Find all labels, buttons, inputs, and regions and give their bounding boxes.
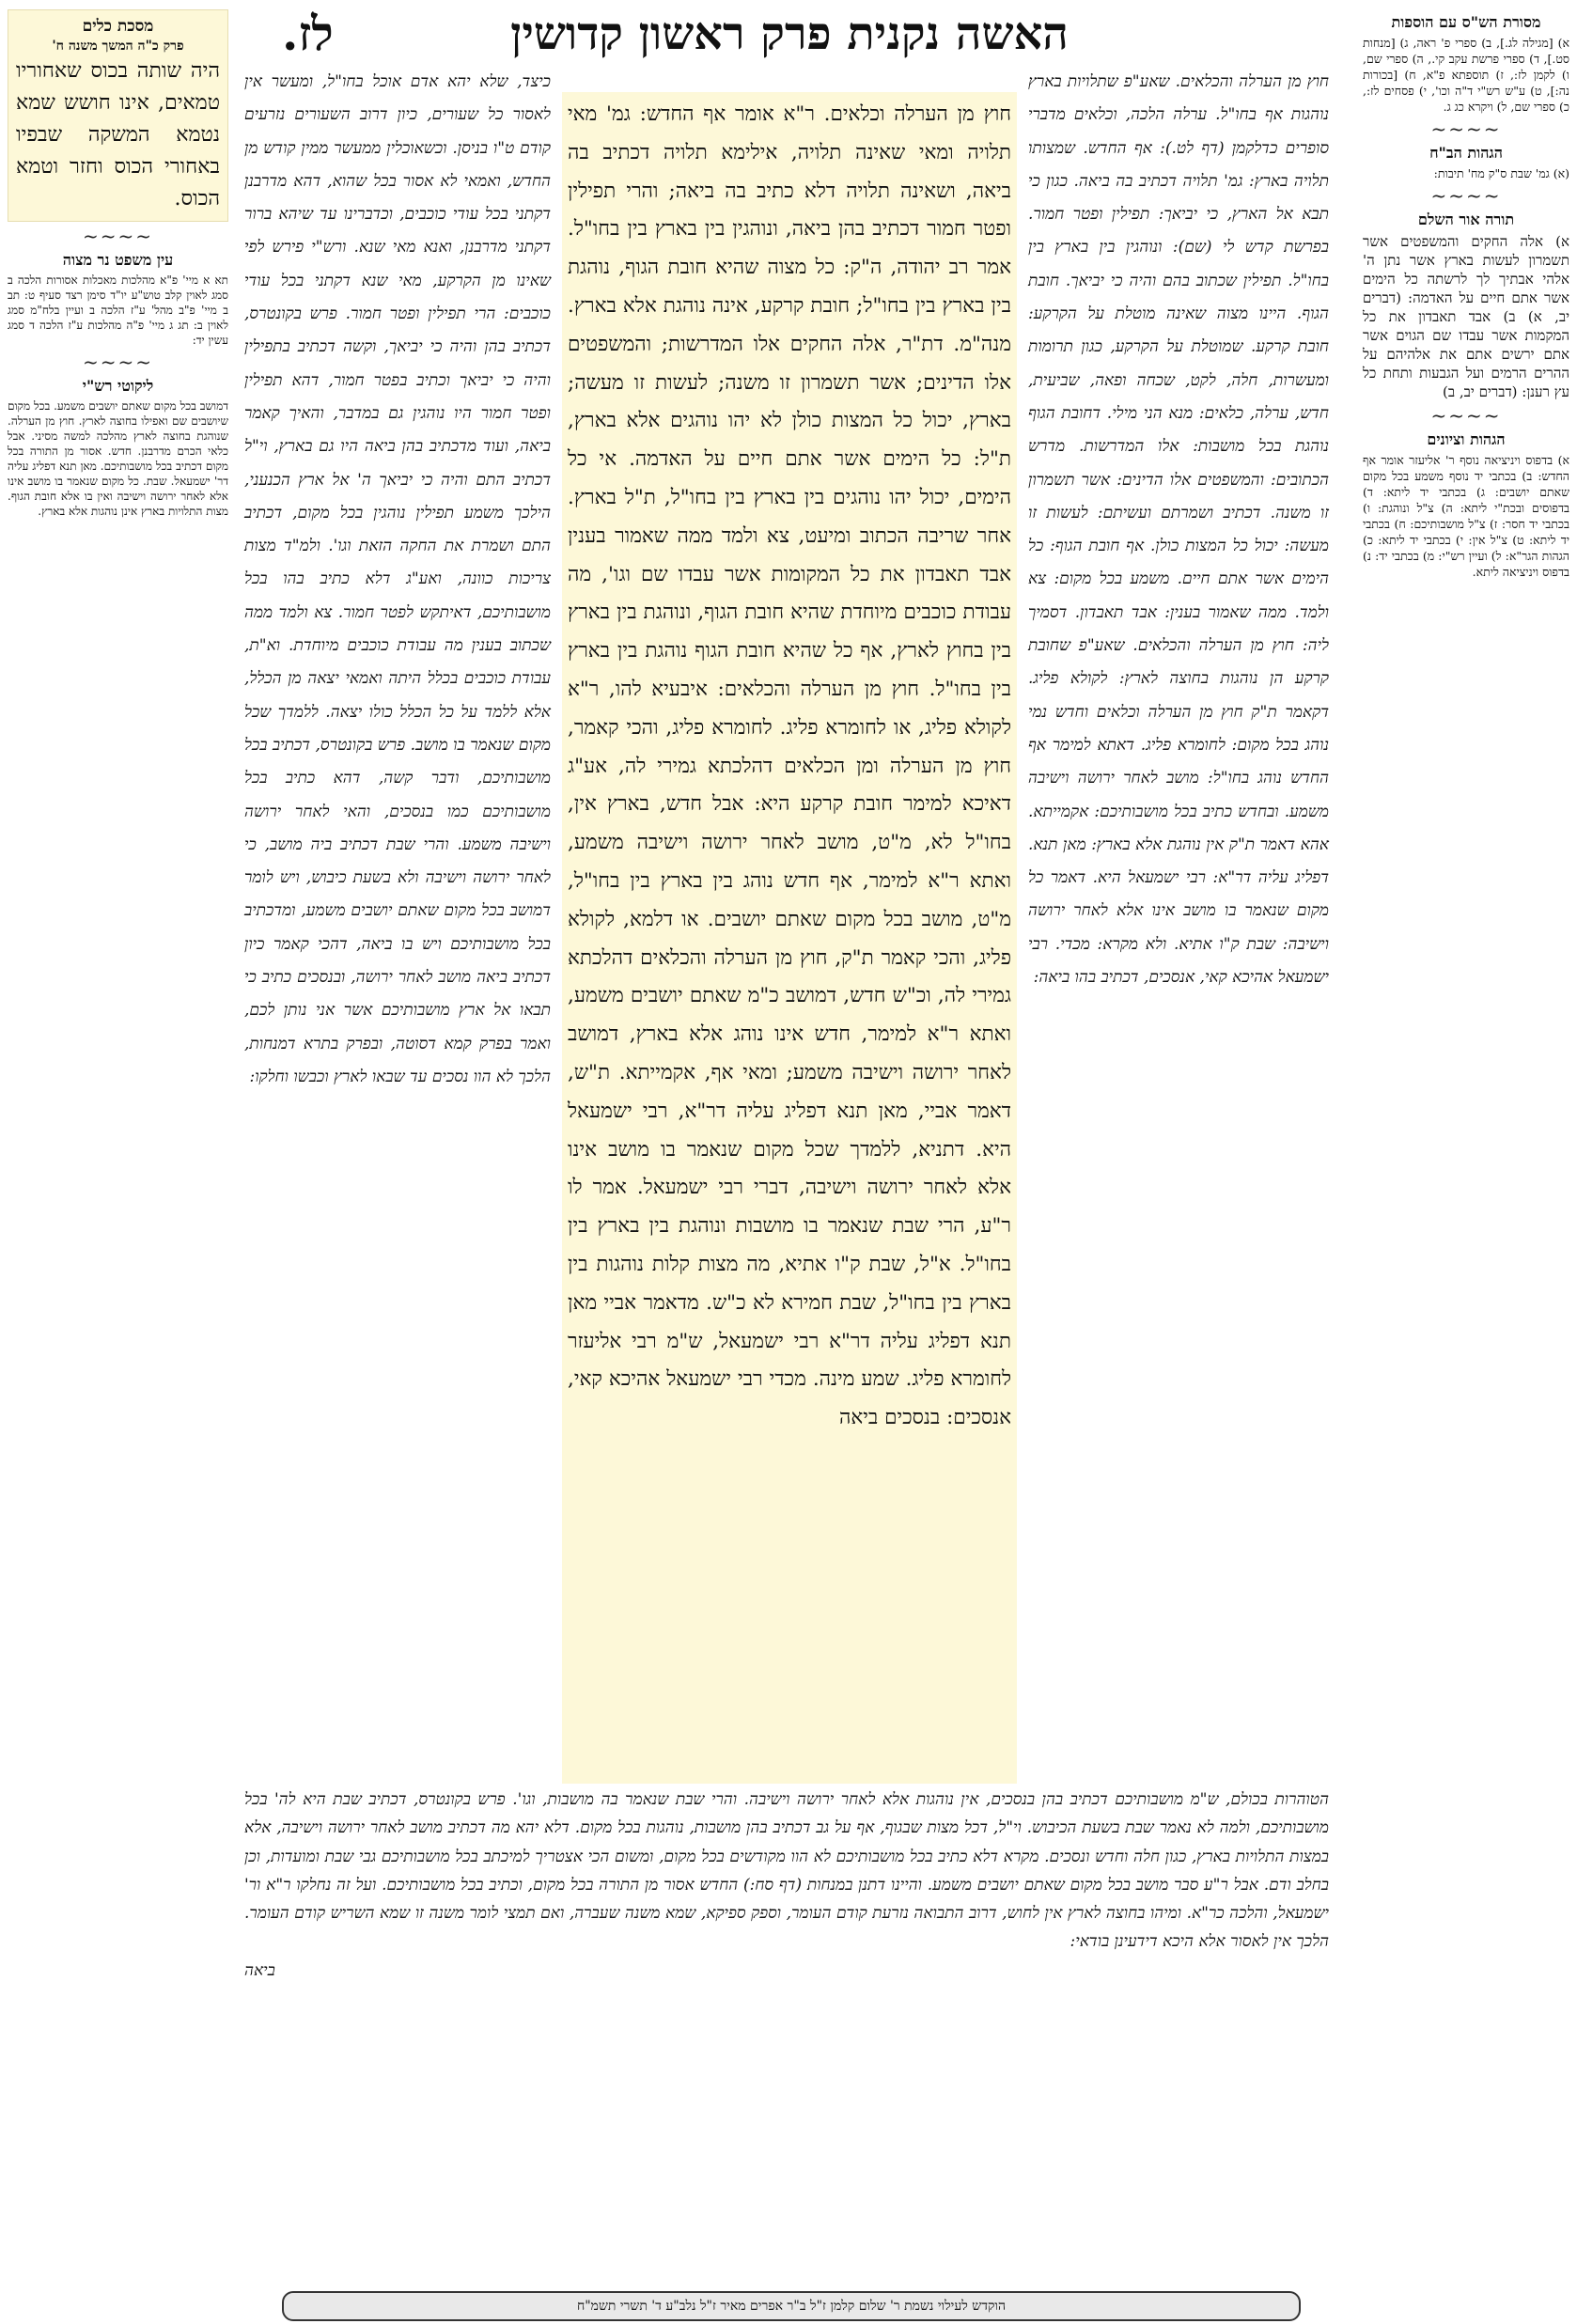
mishna-text: היה שותה בכוס שאחוריו טמאים, אינו חושש שמא נטמא המשקה שבפיו באחורי הכוס וחזר וטמא הכוס.: [16, 59, 220, 211]
separator-ornament: ~~~~: [1430, 404, 1502, 427]
hagahot-title: הגהות הב"ח: [1429, 144, 1503, 162]
gemara-text: חוץ מן הערלה וכלאים. ר"א אומר אף החדש: גמ' מאי תלויה ומאי שאינה תלויה, אילימא תלויה דכתיב בה ביאה, ושאינה תלויה דלא כתיב בה ביאה; והרי תפילין ופטר חמור דכתיב בהן ביאה, ונוהגין בין בארץ בין בחו"ל. אמר רב יהודה, ה"ק: כל מצוה שהיא חובת הגוף, נוהגת בין בארץ בין בחו"ל; חובת קרקע, אינה נוהגת אלא בארץ. מנה"מ. דת"ר, אלה החקים אלו המדרשות; והמשפטים אלו הדינים; אשר תשמרון זו משנה; לעשות זו מעשה; בארץ, יכול כל המצות כולן לא יהו נוהגים אלא בארץ, ת"ל: כל הימים אשר אתם חיים על האדמה. אי כל הימים, יכול יהו נוהגים בין בארץ בין בחו"ל, ת"ל בארץ. אחר שריבה הכתוב ומיעט, צא ולמד ממה שאמור בענין אבד תאבדון את כל המקומות אשר עבדו שם וגו', מה עבודת כוכבים מיוחדת שהיא חובת הגוף, ונוהגת בין בארץ בין בחוץ לארץ, אף כל שהיא חובת הגוף נוהגת בין בארץ בין בחו"ל. חוץ מן הערלה והכלאים: איבעיא להו, ר"א לקולא פליג, או לחומרא פליג. לחומרא פליג, והכי קאמר, חוץ מן הערלה ומן הכלאים דהלכתא גמירי לה, אע"ג דאיכא למימר חובת קרקע היא: אבל חדש, בארץ אין, בחו"ל לא, מ"ט, מושב לאחר ירושה וישיבה משמע, ואתא ר"א למימר, אף חדש נוהג בין בארץ בין בחו"ל, מ"ט, מושב בכל מקום שאתם יושבים. או דלמא, לקולא פליג, והכי קאמר ת"ק, חוץ מן הערלה והכלאים דהלכתא גמירי לה, וכ"ש חדש, דמושב כ"מ שאתם יושבים משמע, ואתא ר"א למימר, חדש אינו נוהג אלא בארץ, דמושב לאחר ירושה וישיבה משמע; ומאי אף, אקמייתא. ת"ש, דאמר אביי, מאן תנא דפליג עליה דר"א, רבי ישמעאל היא. דתניא, ללמדך שכל מקום שנאמר בו מושב אינו אלא לאחר ירושה וישיבה, דברי רבי ישמעאל. אמר לו ר"ע, הרי שבת שנאמר בו מושבות ונוהגת בין בארץ בין בחו"ל. א"ל, שבת ק"ו אתיא, מה מצות קלות נוהגות בין בארץ בין בחו"ל, שבת חמירא לא כ"ש. מדאמר אביי מאן תנא דפליג עליה דר"א רבי ישמעאל, ש"מ רבי אליעזר לחומרא פליג. שמע מינה. מכדי רבי ישמעאל אהיכא קאי, אנסכים: בנסכים ביאה: [562, 92, 1017, 1784]
bottom-commentary: [244, 1786, 1329, 1985]
likutei-rashi-text: דמושב בכל מקום שאתם יושבים משמע. בכל מקום שיושבים שם ואפילו בחוצה לארץ. חוץ מן הערלה. שנוהגת בחוצה לארץ מהלכה למשה מסיני. אבל כלאי הכרם מדרבנן. חדש. אסור מן התורה בכל מקום דכתיב בכל מושבותיכם. מאן תנא דפליג עליה דר' ישמעאל. שבת. כל מקום שנאמר בו מושב אינו אלא לאחר ירושה וישיבה ואין בו אלא חובת הגוף. מצות התלויות בארץ אינן נוהגות אלא בארץ.: [8, 399, 228, 518]
dedication-footer: הוקדש לעילוי נשמת ר' שלום קלמן ז"ל ב"ר אפרים מאיר ז"ל נלב"ע ד' תשרי תשמ"ח: [282, 2291, 1301, 2321]
ein-mishpat-text: תא א מיי' פ"א מהלכות מאכלות אסורות הלכה ב סמג לאוין קלב טוש"ע יו"ד סימן רצד סעיף ט: תב ב מיי' פ"ב מהל' ע"ז הלכה ב ועיין בלח"מ סמג לאוין ב: תג ג מיי' פ"ה מהלכות ע"ז הלכה ד סמג עשין יד:: [8, 273, 228, 347]
bottom-commentary-text: הטוהרות בכולם, ש"מ מושבותיכם דכתיב בהן בנסכים, אין נוהגות אלא לאחר ירושה וישיבה. והרי שבת שנאמר בה מושבות, וגו'. פרש בקונטרס, דכתיב שבת היא לה' בכל מושבותיכם, ולמה לא נאמר שבת בשעת הכיבוש. וי"ל, דכל מצות שבגוף, אף על גב דכתיב בהן מושבות, נוהגות בכל מקום. דלא יהא מה דכתיב מושב לאחר ירושה וישיבה, אלא במצות התלויות בארץ, כגון חלה וחדש ונסכים. מקרא דלא כתיב בכל מושבותיכם לא הוו מקודשים בכל מקום, ומשום הכי אצטריך למיכתב בכל מושבותיכם גבי שבת ומועדות, וכן בחלב ודם. אבל ר"ע סבר מושב בכל מקום שאתם יושבים משמע. והיינו דתנן במנחות (דף סח:) החדש אסור מן התורה בכל מקום, וכתיב בכל מושבותיכם. ועל זה נחלקו ר"א ור' ישמעאל, והלכה כר"א. ומיהו בחוצה לארץ אין לחוש, דרוב התבואה נזרעת קודם העומר, וספק ספיקא, שמא משנה שעברה, ואם תמצי לומר משנה זו שמא השריש קודם העומר. הלכך אין לאסור אלא היכא דידעינן בודאי:: [244, 1790, 1329, 1952]
page-title: האשה נקנית פרק ראשון קדושין: [510, 8, 1069, 60]
hagahot-tziyunim-title: הגהות וציונים: [1427, 430, 1506, 448]
tosafot-commentary: כיצד, שלא יהא אדם אוכל בחו"ל, ומעשר אין לאסור כל שעורים, כיון דרוב השעורים נזרעים קודם ט"ו בניסן. וכשאוכלין ממעשר ממין קודש מן החדש, ואמאי לא אסור בכל שהוא, דהא מדרבנן דקתני בכל עודי כוכבים, וכדברינו עד שיהא ברור דקתני מדרבנן, ואנא מאי שנא. ורש"י פירש לפי שאינו מן הקרקע, מאי שנא דקתני בכל עודי כוכבים: הרי תפילין ופטר חמור. פרש בקונטרס, דכתיב בהן והיה כי יביאך, וקשה דכתיב בתפילין והיה כי יביאך וכתיב בפטר חמור, דהא תפילין ופטר חמור היו נוהגין גם במדבר, והאיך קאמר ביאה, ועוד מדכתיב בהן ביאה היו גם בארץ, וי"ל דכתיב התם והיה כי יביאך ה' אל ארץ הכנעני, הילכך משמע תפילין נוהגין בכל מקום, דכתיב התם ושמרת את החקה הזאת וגו'. ולמ"ד מצות צריכות כוונה, ואע"ג דלא כתיב בהו בכל מושבותיכם, דאיתקש לפטר חמור. צא ולמד ממה שכתוב בענין מה עבודת כוכבים מיוחדת. וא"ת, עבודת כוכבים בכלל היתה ואמאי יצאה מן הכלל, אלא ללמד על כל הכלל כולו יצאה. ללמדך שכל מקום שנאמר בו מושב. פרש בקונטרס, דכתיב בכל מושבותיכם, ודבר קשה, דהא כתיב בכל מושבותיכם כמו בנסכים, והאי לאחר ירושה וישיבה משמע. והרי שבת דכתיב ביה מושב, כי לאחר ירושה וישיבה ולא בשעת כיבוש, ויש לומר דמושב בכל מקום שאתם יושבים משמע, ומדכתיב בכל מושבותיכם ויש בו ביאה, דהכי קאמר כיון דכתיב ביאה מושב לאחר ירושה, ובנסכים כתיב כי תבאו אל ארץ מושבותיכם אשר אני נותן לכם, ואמר בפרק קמא דסוטה, ובפרק בתרא דמנחות, הלכך לא הוו נסכים עד שבאו לארץ וכבשו וחלקו:: [244, 72, 551, 1086]
torah-or-text: א) אלה החקים והמשפטים אשר תשמרון לעשות בארץ אשר נתן ה' אלהי אבתיך לך לרשתה כל הימים אשר אתם חיים על האדמה: (דברים יב, א) ב) אבד תאבדון את כל המקמות אשר עבדו שם הגוים אשר אתם ירשים אתם את אלהיהם על ההרים הרמים ועל הגבעות ותחת כל עץ רענן: (דברים יב, ב): [1363, 233, 1569, 400]
rashi-commentary: חוץ מן הערלה והכלאים. שאע"פ שתלויות בארץ נוהגות אף בחו"ל. ערלה הלכה, וכלאים מדברי סופרים כדלקמן (דף לט.): אף החדש. שמצותו תלויה בארץ: גמ' תלויה דכתיב בה ביאה. כגון כי תבא אל הארץ, כי יביאך: תפילין ופטר חמור. בפרשת קדש לי (שם): ונוהגין בין בארץ בין בחו"ל. תפילין שכתוב בהם והיה כי יביאך. חובת הגוף. היינו מצוה שאינה מוטלת על הקרקע: חובת קרקע. שמוטלת על הקרקע, כגון תרומות ומעשרות, חלה, לקט, שכחה ופאה, שביעית, חדש, ערלה, כלאים: מנא הני מילי. דחובת הגוף נוהגת בכל מושבות: אלו המדרשות. מדרש הכתובים: והמשפטים אלו הדינים: אשר תשמרון זו משנה. דכתיב ושמרתם ועשיתם: לעשות זו מעשה: יכול כל המצות כולן. אף חובת הגוף: כל הימים אשר אתם חיים. משמע בכל מקום: צא ולמד. ממה שאמור בענין: אבד תאבדון. דסמיך ליה: חוץ מן הערלה והכלאים. שאע"פ שחובת קרקע הן נוהגות בחוצה לארץ: לקולא פליג. דקאמר ת"ק חוץ מן הערלה וכלאים וחדש נמי נוהג בכל מקום: לחומרא פליג. דאתא למימר אף החדש נוהג בחו"ל: מושב לאחר ירושה וישיבה משמע. ובחדש כתיב בכל מושבותיכם: אקמייתא. אהא דאמר ת"ק אין נוהגת אלא בארץ: מאן תנא. דפליג עליה דר"א: רבי ישמעאל היא. דאמר כל מקום שנאמר בו מושב אינו אלא לאחר ירושה וישיבה: שבת ק"ו אתיא. ולא מקרא: מכדי. רבי ישמעאל אהיכא קאי, אנסכים, דכתיב בהו ביאה:: [1028, 72, 1329, 988]
separator-ornament: ~~~~: [82, 225, 154, 247]
hagahot-text: (א) גמ' שבת ס"ק מח' תיבות:: [1433, 166, 1569, 180]
separator-ornament: ~~~~: [82, 351, 154, 373]
masoret-text: א) [מגילה לג.], ב) ספרי פ' ראה, ג) [מנחות סט.], ד) ספרי פרשת עקב קי., ה) ספרי שם, ו) לקמן לז:, ז) תוספתא פ"א, ח) [בכורות נה:], ט) ע"ש רש"י ד"ה וכו', י) פסחים לז:, כ) ספרי שם, ל) ויקרא כג ג.: [1363, 36, 1569, 114]
mishna-chapter: פרק כ"ה המשך משנה ח': [52, 39, 184, 54]
left-margin: [8, 9, 228, 519]
separator-ornament: ~~~~: [1430, 117, 1502, 140]
catchword: ביאה: [244, 1960, 275, 1980]
masoret-title: מסורת הש"ס עם הוספות: [1391, 13, 1541, 31]
daf-number: לז.: [282, 6, 334, 61]
mishna-box: [8, 9, 228, 222]
right-margin: [1363, 9, 1569, 580]
mishna-tractate: מסכת כלים: [82, 17, 154, 36]
torah-or-title: תורה אור השלם: [1417, 211, 1515, 228]
likutei-rashi-title: ליקוטי רש"י: [82, 377, 154, 395]
page-header: [244, 6, 1335, 62]
hagahot-tziyunim-text: א) בדפוס ויניציאה נוסף ר' אליעזר אומר אף החדש: ב) בכתבי יד נוסף משמע בכל מקום שאתם יושבים: ג) בכתבי יד ליתא: ד) בדפוסים ובכת"י ליתא: ה) צ"ל ונוהגת: ו) בכתבי יד חסר: ז) צ"ל מושבותיכם: ח) בכתבי יד ליתא: ט) צ"ל אין: י) בכתבי יד ליתא: כ) הגהות הגר"א: ל) ועיין רש"י: מ) בכתבי יד: נ) בדפוס ויניציאה ליתא.: [1363, 453, 1569, 579]
separator-ornament: ~~~~: [1430, 184, 1502, 207]
ein-mishpat-title: עין משפט נר מצוה: [62, 251, 174, 269]
